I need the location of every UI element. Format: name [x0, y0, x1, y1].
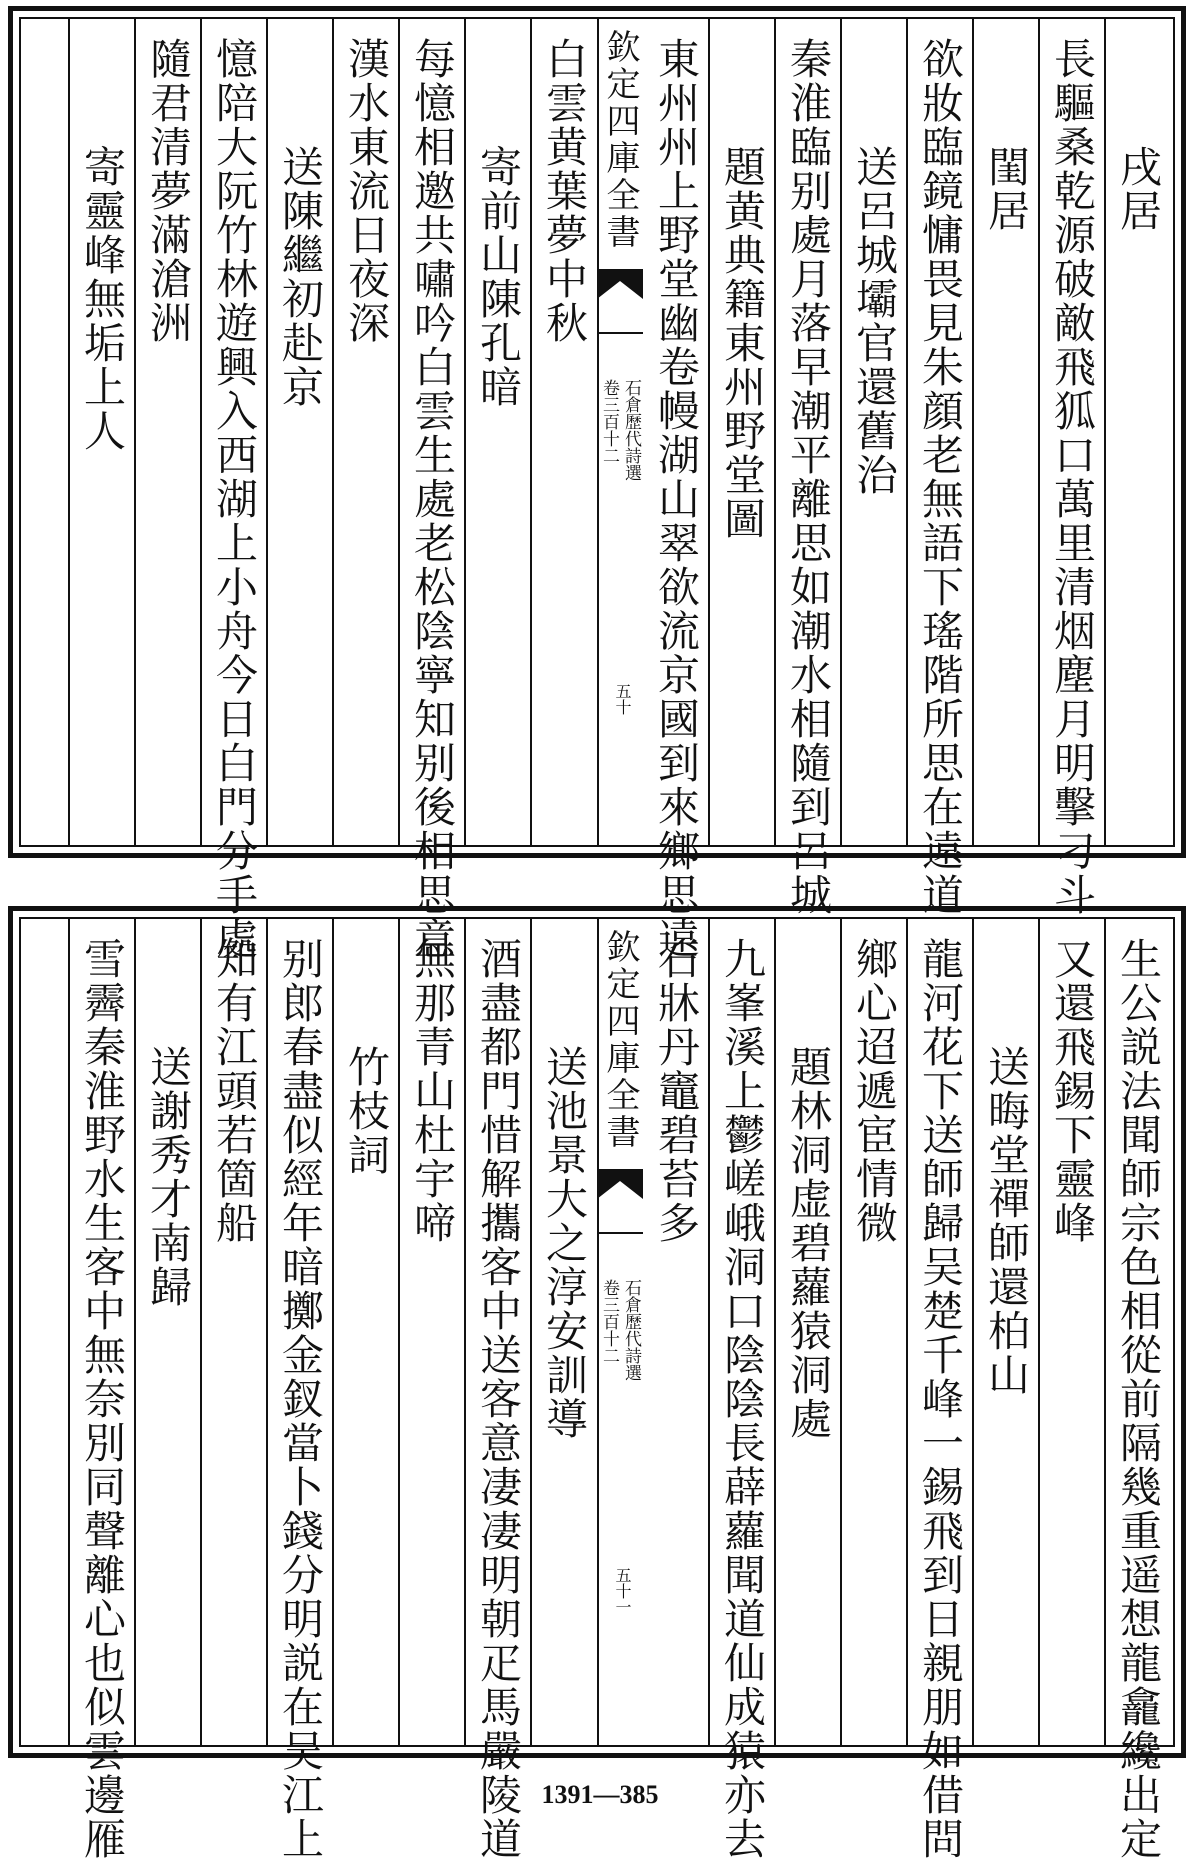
poem-title: 題林洞虚碧蘿猿洞處 [784, 1045, 833, 1441]
poem-line: 生公説法聞師宗色相從前隔幾重遥想龍龕纔出定 [1114, 937, 1163, 1861]
poem-line: 漢水東流日夜深 [342, 37, 391, 345]
spine-volume: 卷三百十二 [599, 379, 619, 464]
poem-line: 欲妝臨鏡慵畏見朱顔老無語下瑤階所思在遠道 [916, 37, 965, 917]
poem-line: 知有江頭若箇船 [210, 937, 259, 1245]
poem-line: 每憶相邀共嘯吟白雲生處老松陰寧知别後相思意 [408, 37, 457, 961]
poem-title-column [69, 33, 135, 831]
spine-book-title: 欽定四庫全書 [600, 29, 640, 251]
poem-title: 寄前山陳孔暗 [474, 145, 523, 409]
poem-line: 長驅桑乾源破敵飛狐口萬里清烟塵月明擊刁斗 [1048, 37, 1097, 917]
poem-text-column [201, 33, 267, 961]
poem-text-column [1105, 933, 1171, 1861]
poem-title: 閨居 [982, 145, 1031, 233]
poem-line: 又還飛錫下靈峰 [1048, 937, 1097, 1245]
poem-line: 秦淮臨别處月落早潮平離思如潮水相隨到呂城 [784, 37, 833, 917]
poem-title-column [709, 33, 775, 831]
poem-title-column [973, 33, 1039, 831]
poem-title: 戌居 [1114, 145, 1163, 233]
poem-line: 雪霽秦淮野水生客中無奈別同聲離心也似雲邊雁 [78, 937, 127, 1861]
poem-text-column [201, 933, 267, 1731]
poem-text-column [333, 33, 399, 831]
poem-title: 竹枝詞 [342, 1045, 391, 1177]
poem-text-column [1039, 33, 1105, 917]
page-number: 1391—385 [541, 1780, 659, 1809]
poem-text-column [841, 933, 907, 1731]
poem-text-column [775, 33, 841, 917]
poem-title: 送池景大之淳安訓導 [540, 1045, 589, 1441]
poem-title: 送呂城壩官還舊治 [850, 145, 899, 497]
poem-title-column [333, 933, 399, 1731]
poem-line: 無那青山杜宇啼 [408, 937, 457, 1245]
poem-title-column [135, 933, 201, 1731]
center-spine [597, 29, 643, 835]
spine-book-title: 欽定四庫全書 [600, 929, 640, 1151]
spine-source-title: 石倉歷代詩選 [621, 379, 641, 481]
page-inner-border [19, 17, 1175, 961]
poem-title: 寄靈峰無垢上人 [78, 145, 127, 453]
poem-line: 石牀丹竈碧苔多 [652, 937, 701, 1245]
poem-text-column [135, 33, 201, 831]
poem-title-column [1105, 33, 1171, 831]
poem-line: 九峯溪上鬱嵯峨洞口陰陰長薜蘿聞道仙成猿亦去 [718, 937, 767, 1861]
poem-line: 别郎春盡似經年暗擲金釵當卜錢分明説在吴江上 [276, 937, 325, 1861]
poem-title: 送謝秀才南歸 [144, 1045, 193, 1309]
poem-title: 題黄典籍東州野堂圖 [718, 145, 767, 541]
poem-text-column [907, 933, 973, 1861]
poem-title-column [841, 33, 907, 831]
poem-title-column [973, 933, 1039, 1731]
poem-text-column [643, 33, 709, 961]
fish-tail-mark [597, 269, 643, 335]
poem-text-column [643, 933, 709, 1731]
poem-text-column [907, 33, 973, 917]
center-spine [597, 929, 643, 1735]
spine-source-title: 石倉歷代詩選 [621, 1279, 641, 1381]
poem-line: 酒盡都門惜解攜客中送客意凄凄明朝疋馬嚴陵道 [474, 937, 523, 1861]
spine-leaf-number: 五十 [613, 683, 632, 715]
spine-rule [597, 19, 599, 845]
fish-tail-mark [597, 1169, 643, 1235]
spine-leaf-number: 五十一 [613, 1567, 632, 1615]
column-rule [68, 919, 70, 1745]
poem-line: 憶陪大阮竹林遊興入西湖上小舟今日白門分手處 [210, 37, 259, 961]
poem-text-column [399, 33, 465, 961]
poem-line: 隨君清夢滿滄洲 [144, 37, 193, 345]
poem-text-column [1039, 933, 1105, 1731]
poem-title-column [267, 33, 333, 831]
column-rule [68, 19, 70, 845]
spine-volume: 卷三百十二 [599, 1279, 619, 1364]
poem-title-column [775, 933, 841, 1731]
poem-text-column [531, 33, 597, 831]
poem-title-column [531, 933, 597, 1731]
poem-title: 送晦堂禪師還柏山 [982, 1045, 1031, 1397]
poem-line: 鄉心迢遞宦情微 [850, 937, 899, 1245]
poem-line: 龍河花下送師歸吴楚千峰一錫飛到日親朋如借問 [916, 937, 965, 1861]
poem-text-column [267, 933, 333, 1861]
poem-line: 白雲黄葉夢中秋 [540, 37, 589, 345]
poem-text-column [465, 933, 531, 1861]
poem-text-column [709, 933, 775, 1861]
poem-line: 東州州上野堂幽卷幔湖山翠欲流京國到來鄉思遠 [652, 37, 701, 961]
poem-text-column [69, 933, 135, 1861]
spine-rule [597, 919, 599, 1745]
page-frame [8, 6, 1186, 961]
poem-text-column [399, 933, 465, 1731]
poem-title-column [465, 33, 531, 831]
poem-title: 送陳繼初赴京 [276, 145, 325, 409]
